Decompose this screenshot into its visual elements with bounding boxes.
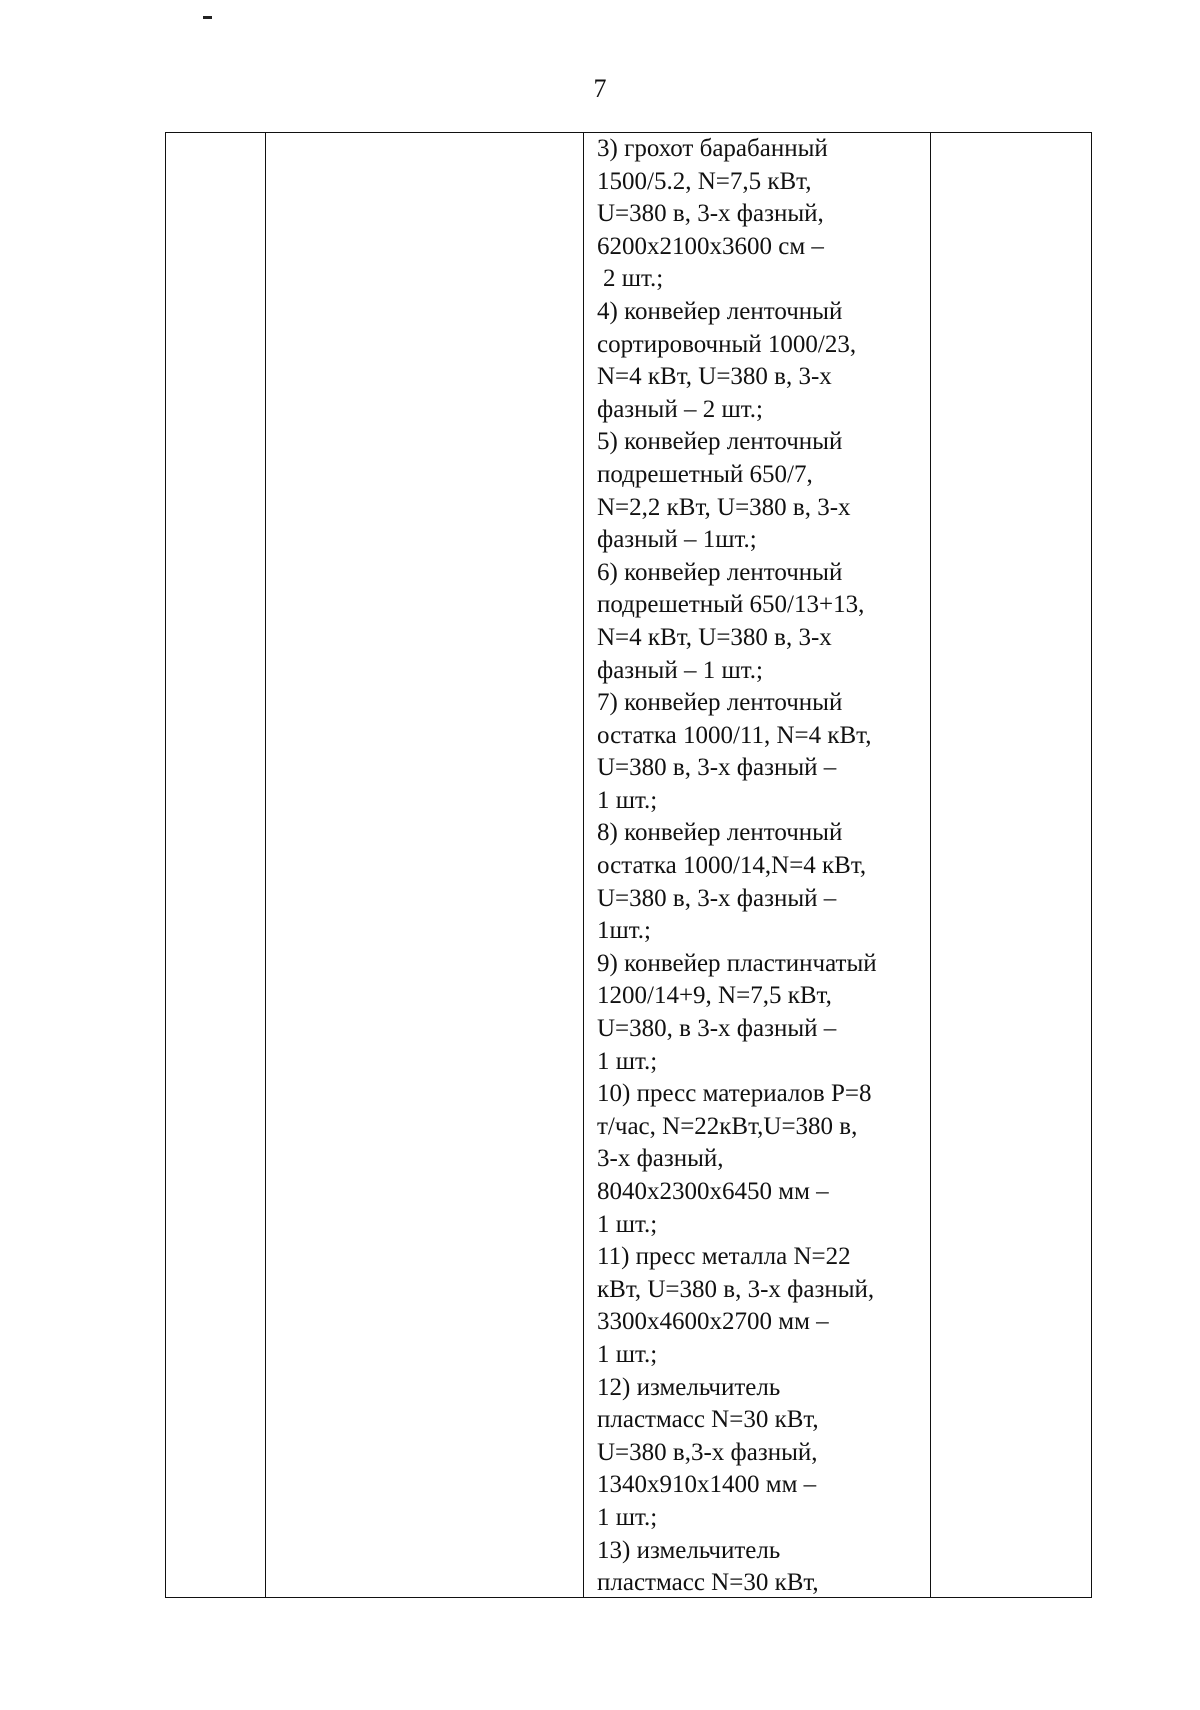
table-cell-column-4 [932,133,1090,1597]
equipment-line: 5) конвейер ленточный [597,428,843,456]
equipment-line: 6200x2100x3600 см – [597,232,824,260]
equipment-list [584,133,930,1600]
equipment-line: 2 шт.; [603,265,664,293]
equipment-line: U=380 в, 3-х фазный – [597,884,837,912]
equipment-line: фазный – 1шт.; [597,526,757,554]
equipment-line: 3300x4600x2700 мм – [597,1308,829,1336]
page-number: 7 [593,74,607,103]
equipment-line: 13) измельчитель [597,1536,781,1564]
equipment-line: 1 шт.; [597,1210,658,1238]
scan-mark [203,16,212,19]
equipment-line: 1200/14+9, N=7,5 кВт, [597,982,832,1010]
equipment-line: 1 шт.; [597,786,658,814]
equipment-line: N=2,2 кВт, U=380 в, 3-х [597,493,851,521]
equipment-line: сортировочный 1000/23, [597,330,857,358]
equipment-line: пластмасс N=30 кВт, [597,1569,819,1597]
equipment-line: 1шт.; [597,917,651,945]
equipment-line: U=380 в, 3-х фазный – [597,754,837,782]
equipment-line: 6) конвейер ленточный [597,558,843,586]
equipment-line: кВт, U=380 в, 3-х фазный, [597,1275,875,1303]
equipment-line: 1500/5.2, N=7,5 кВт, [597,167,812,195]
table-cell-column-1 [166,133,265,1597]
equipment-line: 9) конвейер пластинчатый [597,949,877,977]
equipment-line: фазный – 2 шт.; [597,395,763,423]
equipment-line: U=380 в,3-х фазный, [597,1438,818,1466]
equipment-line: 4) конвейер ленточный [597,297,843,325]
equipment-line: остатка 1000/14,N=4 кВт, [597,852,867,880]
equipment-line: 3) грохот барабанный [597,135,828,162]
equipment-line: т/час, N=22кВт,U=380 в, [597,1112,858,1140]
equipment-line: U=380, в 3-х фазный – [597,1015,837,1043]
table-cell-column-2 [266,133,583,1597]
equipment-line: U=380 в, 3-х фазный, [597,200,824,228]
equipment-line: 7) конвейер ленточный [597,689,843,717]
equipment-line: 1 шт.; [597,1340,658,1368]
table-cell-equipment [584,133,930,1597]
equipment-line: пластмасс N=30 кВт, [597,1406,819,1434]
equipment-line: 1 шт.; [597,1047,658,1075]
equipment-line: 1 шт.; [597,1503,658,1531]
equipment-line: фазный – 1 шт.; [597,656,763,684]
equipment-line: 1340x910x1400 мм – [597,1471,817,1499]
equipment-line: подрешетный 650/7, [597,460,813,488]
equipment-line: 10) пресс материалов P=8 [597,1080,872,1108]
equipment-line: 11) пресс металла N=22 [597,1243,851,1271]
equipment-table [165,132,1092,1598]
column-divider [930,133,931,1597]
equipment-line: 3-х фазный, [597,1145,724,1173]
equipment-line: остатка 1000/11, N=4 кВт, [597,721,872,749]
equipment-line: N=4 кВт, U=380 в, 3-х [597,623,832,651]
equipment-line: подрешетный 650/13+13, [597,591,865,619]
equipment-line: N=4 кВт, U=380 в, 3-х [597,363,832,391]
equipment-line: 8040x2300x6450 мм – [597,1178,829,1205]
equipment-line: 12) измельчитель [597,1373,781,1401]
equipment-line: 8) конвейер ленточный [597,819,843,847]
